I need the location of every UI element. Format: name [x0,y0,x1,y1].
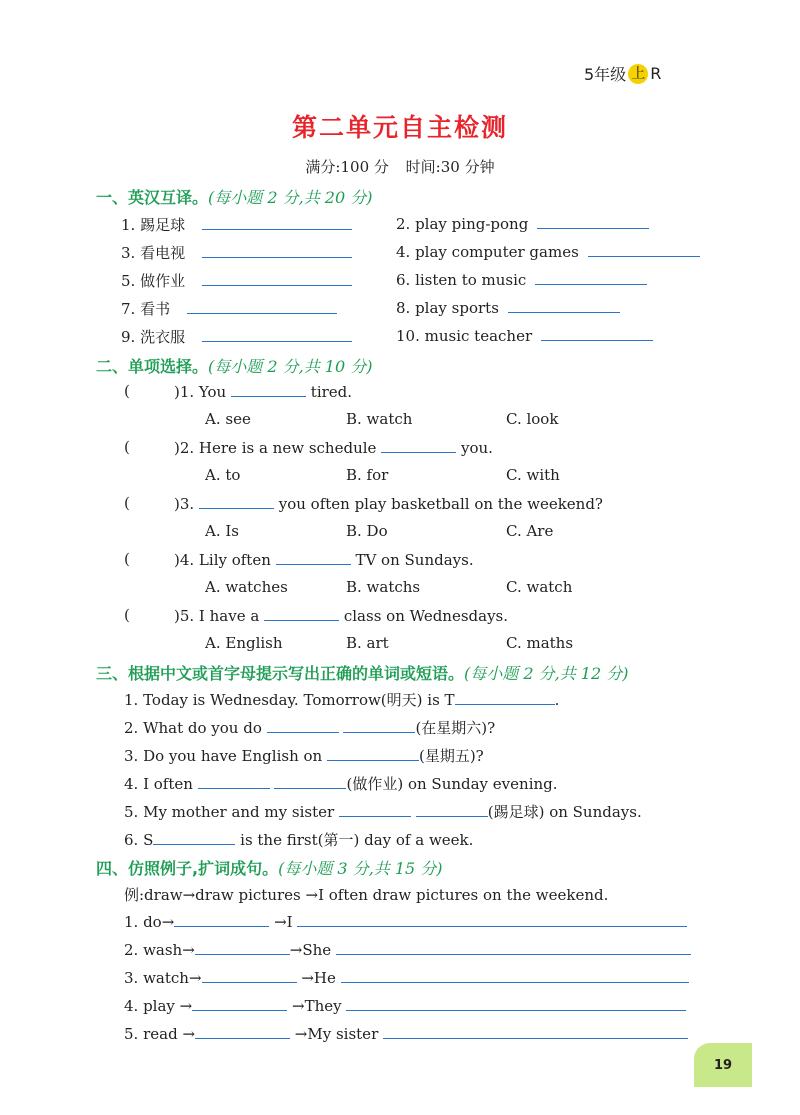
s3-q4-text: 4. I often [124,775,193,793]
section-2-note: (每小题 2 分,共 10 分) [208,357,373,376]
s1-item-1 [121,214,352,235]
answer-line[interactable] [455,690,555,705]
answer-line[interactable] [339,802,411,817]
answer-line[interactable] [274,774,346,789]
page-title: 第二单元自主检测 [291,113,508,142]
answer-line[interactable] [264,606,339,621]
s1-item-4 [396,242,700,261]
answer-line[interactable] [202,271,352,286]
s2-question-5 [174,606,508,625]
answer-line[interactable] [535,270,647,285]
s2-paren: ( [124,494,130,512]
s3-q2-hint: (在星期六)? [415,719,496,737]
section-2-heading: 二、单项选择。 [96,357,209,376]
s2-question-2 [174,438,493,457]
time-limit: 时间:30 分钟 [405,158,495,176]
s4-row-5 [124,1024,688,1043]
s1-item-5 [121,270,352,291]
section-1-note: (每小题 2 分,共 20 分) [208,188,373,207]
s1-item-9-text: 9. 洗衣服 [121,328,186,346]
s4-row-1-word: 1. do→ [124,913,175,931]
grade-label [584,62,661,85]
answer-line[interactable] [276,550,351,565]
s1-item-7 [121,298,337,319]
s2-q1-option-b: B. watch [346,410,413,428]
s2-question-4 [174,550,474,569]
s1-item-2-text: 2. play ping-pong [396,215,529,233]
answer-line[interactable] [541,326,653,341]
full-score: 满分:100 分 [305,158,389,176]
s3-q3 [124,745,484,766]
s1-item-9 [121,326,352,347]
s2-q1-pre: )1. You [174,383,227,401]
answer-line[interactable] [174,912,269,927]
grade-badge: 上 [628,64,648,84]
s2-q3-option-c: C. Are [506,522,554,540]
s2-q4-pre: )4. Lily often [174,551,271,569]
answer-line[interactable] [267,718,339,733]
s1-item-2 [396,214,649,233]
s2-q5-option-b: B. art [346,634,389,652]
s2-paren: ( [124,382,130,400]
s4-row-1 [124,912,687,931]
section-4-title [96,856,443,879]
s4-row-2-word: 2. wash→ [124,941,195,959]
section-3-title [96,661,628,684]
answer-line[interactable] [588,242,700,257]
s1-item-1-text: 1. 踢足球 [121,216,186,234]
s1-item-7-text: 7. 看书 [121,300,171,318]
s4-row-2-subject: →She [289,941,332,959]
answer-line[interactable] [416,802,488,817]
answer-line[interactable] [198,774,270,789]
s1-item-5-text: 5. 做作业 [121,272,186,290]
s1-item-10-text: 10. music teacher [396,327,533,345]
s4-row-5-word: 5. read → [124,1025,196,1043]
answer-line[interactable] [336,940,691,955]
s2-question-3 [174,494,603,513]
s1-item-10 [396,326,653,345]
s2-q1-post: tired. [310,383,353,401]
s2-q2-post: you. [460,439,493,457]
section-1-title [96,185,372,208]
answer-line[interactable] [202,968,297,983]
s1-item-8-text: 8. play sports [396,299,499,317]
s2-q5-option-a: A. English [205,634,283,652]
s1-item-4-text: 4. play computer games [396,243,579,261]
answer-line[interactable] [202,327,352,342]
s4-row-2 [124,940,691,959]
s2-q5-pre: )5. I have a [174,607,260,625]
section-4-note: (每小题 3 分,共 15 分) [278,859,443,878]
s2-q2-option-b: B. for [346,466,389,484]
s1-item-8 [396,298,620,317]
grade-text: 5年级 [584,65,627,84]
answer-line[interactable] [195,940,290,955]
s4-row-3-word: 3. watch→ [124,969,202,987]
s3-q4 [124,773,558,794]
s2-q5-option-c: C. maths [506,634,574,652]
s3-q5-hint: (踢足球) on Sundays. [487,803,642,821]
answer-line[interactable] [199,494,274,509]
s2-paren: ( [124,438,130,456]
section-3-note: (每小题 2 分,共 12 分) [464,664,629,683]
s1-item-6-text: 6. listen to music [396,271,527,289]
s2-q2-pre: )2. Here is a new schedule [174,439,377,457]
s3-q1-text: 1. Today is Wednesday. Tomorrow(明天) is T [124,691,455,709]
s1-item-3 [121,242,352,263]
answer-line[interactable] [153,830,235,845]
s4-row-1-subject: →I [274,913,293,931]
s2-q1-option-c: C. look [506,410,559,428]
s4-row-4-subject: →They [292,997,342,1015]
answer-line[interactable] [187,299,337,314]
answer-line[interactable] [343,718,415,733]
s2-q3-pre: )3. [174,495,195,513]
s1-item-6 [396,270,647,289]
s1-item-3-text: 3. 看电视 [121,244,186,262]
s2-q5-post: class on Wednesdays. [343,607,509,625]
s3-q5-text: 5. My mother and my sister [124,803,335,821]
s2-question-1 [174,382,352,401]
answer-line[interactable] [195,1024,290,1039]
s2-q4-option-b: B. watchs [346,578,421,596]
page-number: 19 [694,1043,752,1087]
section-2-title [96,354,372,377]
s2-q4-option-c: C. watch [506,578,573,596]
s3-q4-hint: (做作业) on Sunday evening. [346,775,558,793]
s2-q3-option-b: B. Do [346,522,388,540]
s2-q3-option-a: A. Is [205,522,239,540]
answer-line[interactable] [383,1024,688,1039]
s2-q2-option-a: A. to [205,466,241,484]
s4-row-3-subject: →He [301,969,336,987]
answer-line[interactable] [508,298,620,313]
s4-example: 例:draw→draw pictures →I often draw pictures on the weekend. [124,886,609,904]
section-3-heading: 三、根据中文或首字母提示写出正确的单词或短语。 [96,664,465,683]
s2-q1-option-a: A. see [205,410,251,428]
s4-row-4 [124,996,686,1015]
s2-paren: ( [124,606,130,624]
s2-q4-option-a: A. watches [205,578,288,596]
s2-q4-post: TV on Sundays. [355,551,474,569]
answer-line[interactable] [192,996,287,1011]
s3-q5 [124,801,642,822]
s2-q2-option-c: C. with [506,466,560,484]
answer-line[interactable] [202,215,352,230]
answer-line[interactable] [537,214,649,229]
s3-q6 [124,829,473,850]
answer-line[interactable] [231,382,306,397]
answer-line[interactable] [381,438,456,453]
subtitle [0,156,800,177]
s3-q2 [124,717,495,738]
s3-q3-text: 3. Do you have English on [124,747,323,765]
s2-paren: ( [124,550,130,568]
s2-q3-post: you often play basketball on the weekend? [278,495,603,513]
s4-row-5-subject: →My sister [294,1025,379,1043]
s3-q3-hint: (星期五)? [418,747,484,765]
answer-line[interactable] [341,968,689,983]
section-1-heading: 一、英汉互译。 [96,188,209,207]
s3-q6-text: 6. S [124,831,154,849]
answer-line[interactable] [297,912,687,927]
s3-q2-text: 2. What do you do [124,719,262,737]
s3-q1 [124,689,559,710]
answer-line[interactable] [202,243,352,258]
answer-line[interactable] [327,746,419,761]
s4-row-4-word: 4. play → [124,997,193,1015]
section-4-heading: 四、仿照例子,扩词成句。 [96,859,279,878]
answer-line[interactable] [346,996,686,1011]
s4-row-3 [124,968,689,987]
s3-q6-hint: is the first(第一) day of a week. [240,831,474,849]
grade-edition: R [650,64,662,83]
s3-q1-end: . [554,691,560,709]
